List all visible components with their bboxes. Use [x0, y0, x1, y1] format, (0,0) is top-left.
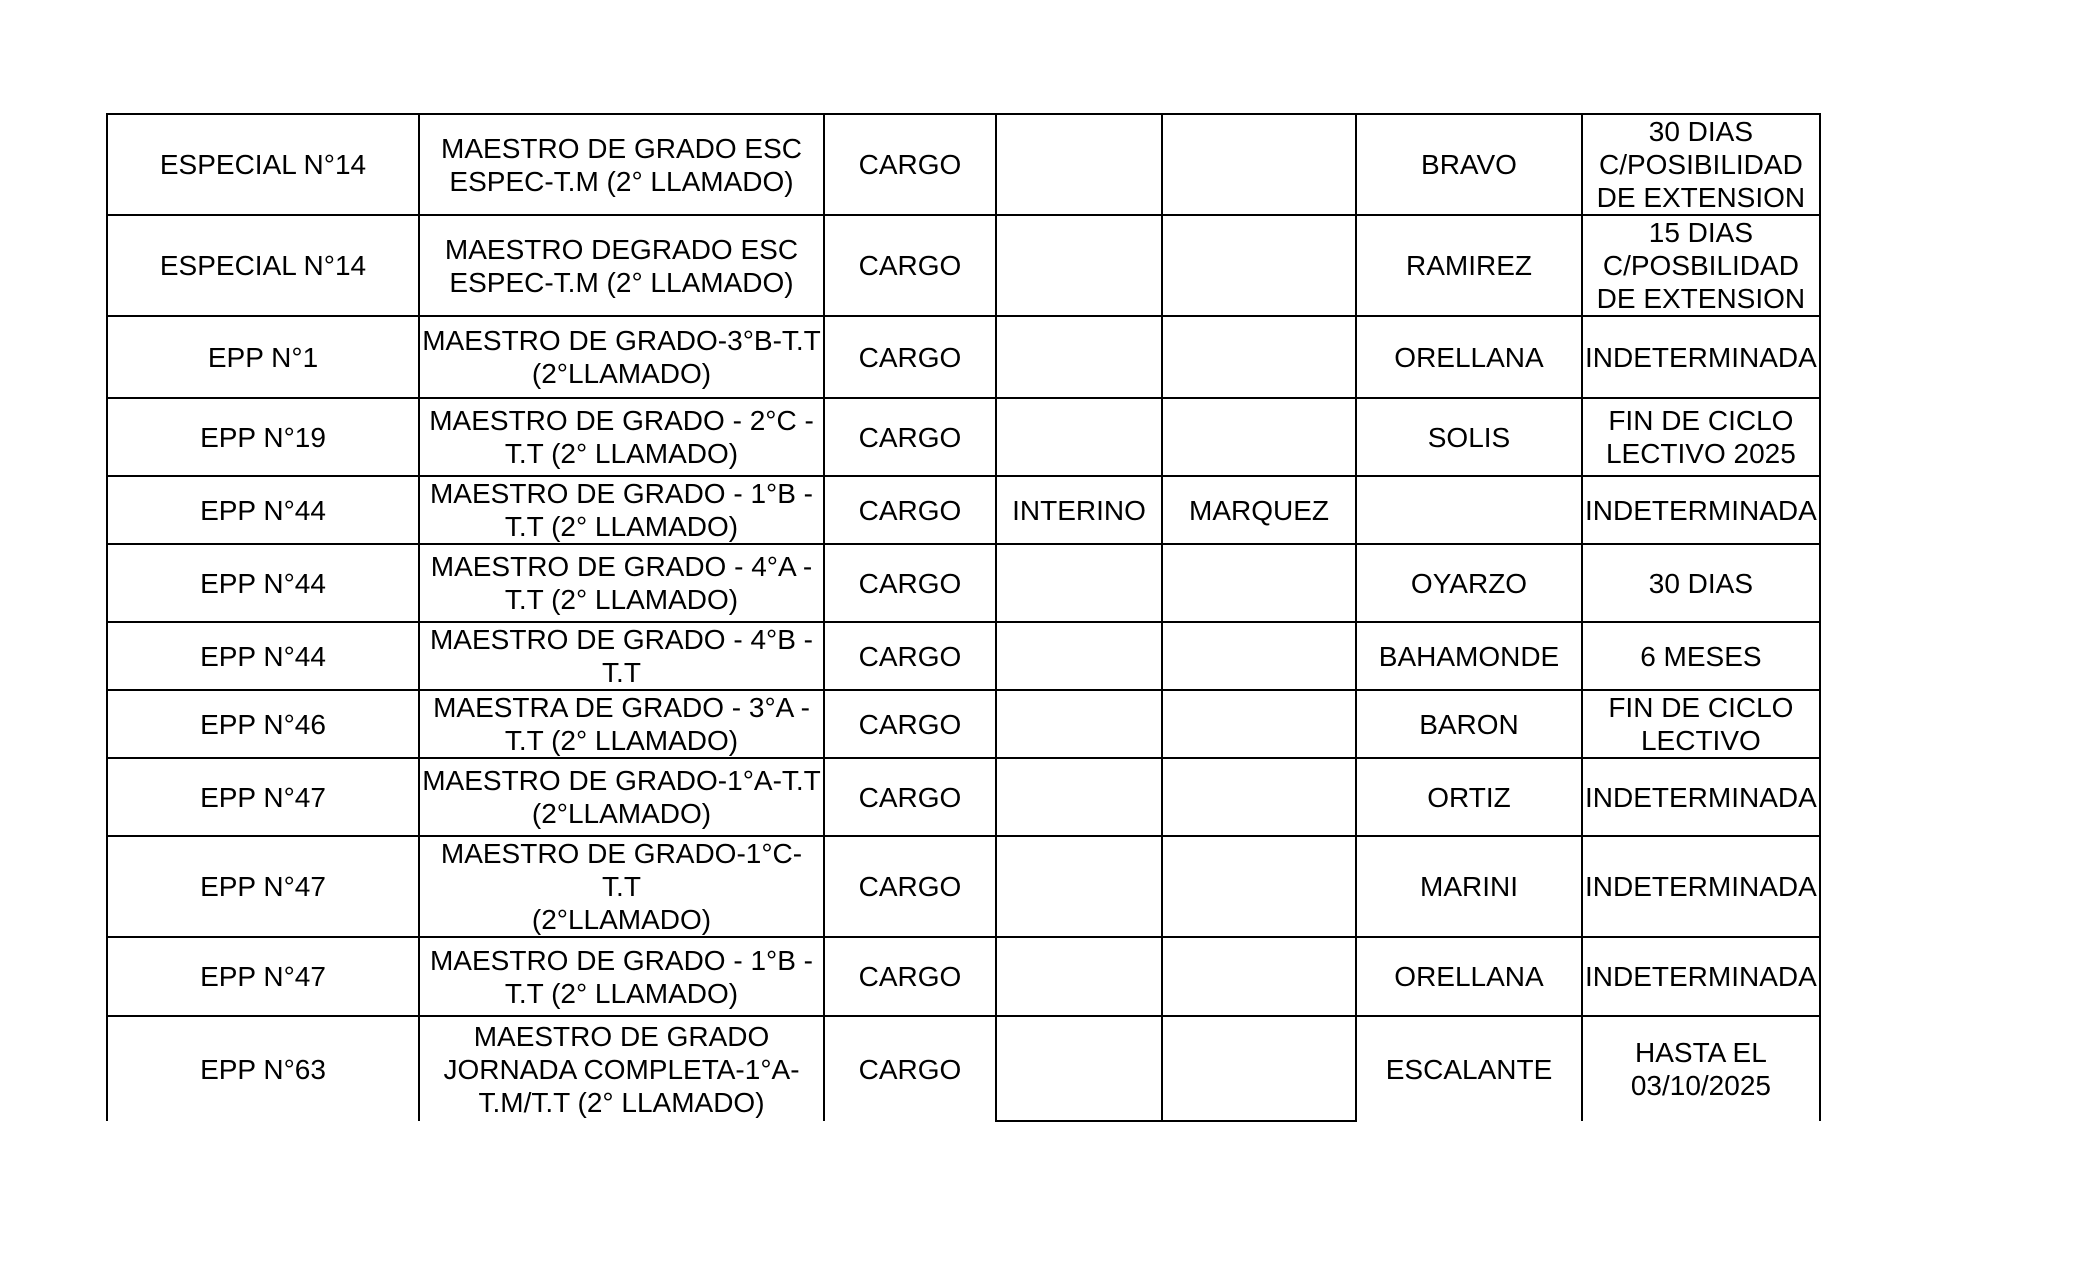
- holder-cell: [1162, 690, 1356, 758]
- replaced-cell: ORTIZ: [1356, 758, 1582, 836]
- school-cell: ESPECIAL N°14: [107, 215, 419, 316]
- table-row: [107, 622, 1820, 690]
- position-cell: MAESTRO DE GRADO - 2°C - T.T (2° LLAMADO): [419, 398, 824, 476]
- position-cell: MAESTRO DE GRADO JORNADA COMPLETA-1°A- T.M/T.T (2° LLAMADO): [419, 1016, 824, 1121]
- status-cell: [996, 114, 1162, 215]
- type-cell: CARGO: [824, 316, 996, 398]
- status-cell: [996, 316, 1162, 398]
- table-row: [107, 215, 1820, 316]
- table-row: [107, 690, 1820, 758]
- holder-cell: [1162, 316, 1356, 398]
- table-row: [107, 476, 1820, 544]
- school-cell: EPP N°19: [107, 398, 419, 476]
- replaced-cell: OYARZO: [1356, 544, 1582, 622]
- type-cell: CARGO: [824, 398, 996, 476]
- type-cell: CARGO: [824, 215, 996, 316]
- holder-cell: [1162, 114, 1356, 215]
- holder-cell: MARQUEZ: [1162, 476, 1356, 544]
- position-cell: MAESTRO DE GRADO-3°B-T.T (2°LLAMADO): [419, 316, 824, 398]
- duration-cell: INDETERMINADA: [1582, 937, 1820, 1016]
- position-cell: MAESTRO DE GRADO - 1°B - T.T (2° LLAMADO): [419, 476, 824, 544]
- replaced-cell: MARINI: [1356, 836, 1582, 937]
- table-row: [107, 544, 1820, 622]
- position-cell: MAESTRO DE GRADO ESC ESPEC-T.M (2° LLAMADO): [419, 114, 824, 215]
- type-cell: CARGO: [824, 758, 996, 836]
- holder-cell: [1162, 1016, 1356, 1121]
- school-cell: EPP N°47: [107, 758, 419, 836]
- duration-cell: 30 DIAS C/POSIBILIDAD DE EXTENSION: [1582, 114, 1820, 215]
- duration-cell: 6 MESES: [1582, 622, 1820, 690]
- duration-cell: INDETERMINADA: [1582, 316, 1820, 398]
- status-cell: [996, 937, 1162, 1016]
- status-cell: [996, 690, 1162, 758]
- table-body: [107, 114, 1820, 1121]
- type-cell: CARGO: [824, 114, 996, 215]
- position-cell: MAESTRO DEGRADO ESC ESPEC-T.M (2° LLAMADO): [419, 215, 824, 316]
- status-cell: [996, 215, 1162, 316]
- position-cell: MAESTRO DE GRADO - 4°B - T.T: [419, 622, 824, 690]
- position-cell: MAESTRO DE GRADO-1°C-T.T (2°LLAMADO): [419, 836, 824, 937]
- position-cell: MAESTRO DE GRADO-1°A-T.T (2°LLAMADO): [419, 758, 824, 836]
- status-cell: [996, 622, 1162, 690]
- replaced-cell: ORELLANA: [1356, 316, 1582, 398]
- holder-cell: [1162, 622, 1356, 690]
- type-cell: CARGO: [824, 544, 996, 622]
- school-cell: EPP N°44: [107, 476, 419, 544]
- holder-cell: [1162, 215, 1356, 316]
- table-row: [107, 937, 1820, 1016]
- replaced-cell: BARON: [1356, 690, 1582, 758]
- school-cell: EPP N°47: [107, 937, 419, 1016]
- status-cell: [996, 836, 1162, 937]
- replaced-cell: BRAVO: [1356, 114, 1582, 215]
- replaced-cell: ESCALANTE: [1356, 1016, 1582, 1121]
- status-cell: INTERINO: [996, 476, 1162, 544]
- duration-cell: FIN DE CICLO LECTIVO 2025: [1582, 398, 1820, 476]
- table-row: [107, 398, 1820, 476]
- duration-cell: 15 DIAS C/POSBILIDAD DE EXTENSION: [1582, 215, 1820, 316]
- duration-cell: INDETERMINADA: [1582, 758, 1820, 836]
- type-cell: CARGO: [824, 836, 996, 937]
- status-cell: [996, 1016, 1162, 1121]
- position-cell: MAESTRO DE GRADO - 1°B - T.T (2° LLAMADO): [419, 937, 824, 1016]
- table-row: [107, 316, 1820, 398]
- replaced-cell: SOLIS: [1356, 398, 1582, 476]
- school-cell: EPP N°1: [107, 316, 419, 398]
- type-cell: CARGO: [824, 1016, 996, 1121]
- replaced-cell: RAMIREZ: [1356, 215, 1582, 316]
- type-cell: CARGO: [824, 937, 996, 1016]
- duration-cell: INDETERMINADA: [1582, 836, 1820, 937]
- table-row: [107, 114, 1820, 215]
- school-cell: EPP N°63: [107, 1016, 419, 1121]
- school-cell: EPP N°44: [107, 544, 419, 622]
- vacancy-table: [106, 113, 1821, 1122]
- table-row: [107, 758, 1820, 836]
- replaced-cell: [1356, 476, 1582, 544]
- replaced-cell: BAHAMONDE: [1356, 622, 1582, 690]
- school-cell: EPP N°44: [107, 622, 419, 690]
- position-cell: MAESTRA DE GRADO - 3°A - T.T (2° LLAMADO): [419, 690, 824, 758]
- holder-cell: [1162, 398, 1356, 476]
- school-cell: EPP N°46: [107, 690, 419, 758]
- holder-cell: [1162, 836, 1356, 937]
- duration-cell: HASTA EL 03/10/2025: [1582, 1016, 1820, 1121]
- school-cell: ESPECIAL N°14: [107, 114, 419, 215]
- school-cell: EPP N°47: [107, 836, 419, 937]
- position-cell: MAESTRO DE GRADO - 4°A - T.T (2° LLAMADO): [419, 544, 824, 622]
- status-cell: [996, 398, 1162, 476]
- holder-cell: [1162, 937, 1356, 1016]
- duration-cell: 30 DIAS: [1582, 544, 1820, 622]
- holder-cell: [1162, 544, 1356, 622]
- table-row: [107, 836, 1820, 937]
- type-cell: CARGO: [824, 476, 996, 544]
- holder-cell: [1162, 758, 1356, 836]
- type-cell: CARGO: [824, 622, 996, 690]
- duration-cell: FIN DE CICLO LECTIVO: [1582, 690, 1820, 758]
- duration-cell: INDETERMINADA: [1582, 476, 1820, 544]
- status-cell: [996, 544, 1162, 622]
- replaced-cell: ORELLANA: [1356, 937, 1582, 1016]
- status-cell: [996, 758, 1162, 836]
- table-row: [107, 1016, 1820, 1121]
- type-cell: CARGO: [824, 690, 996, 758]
